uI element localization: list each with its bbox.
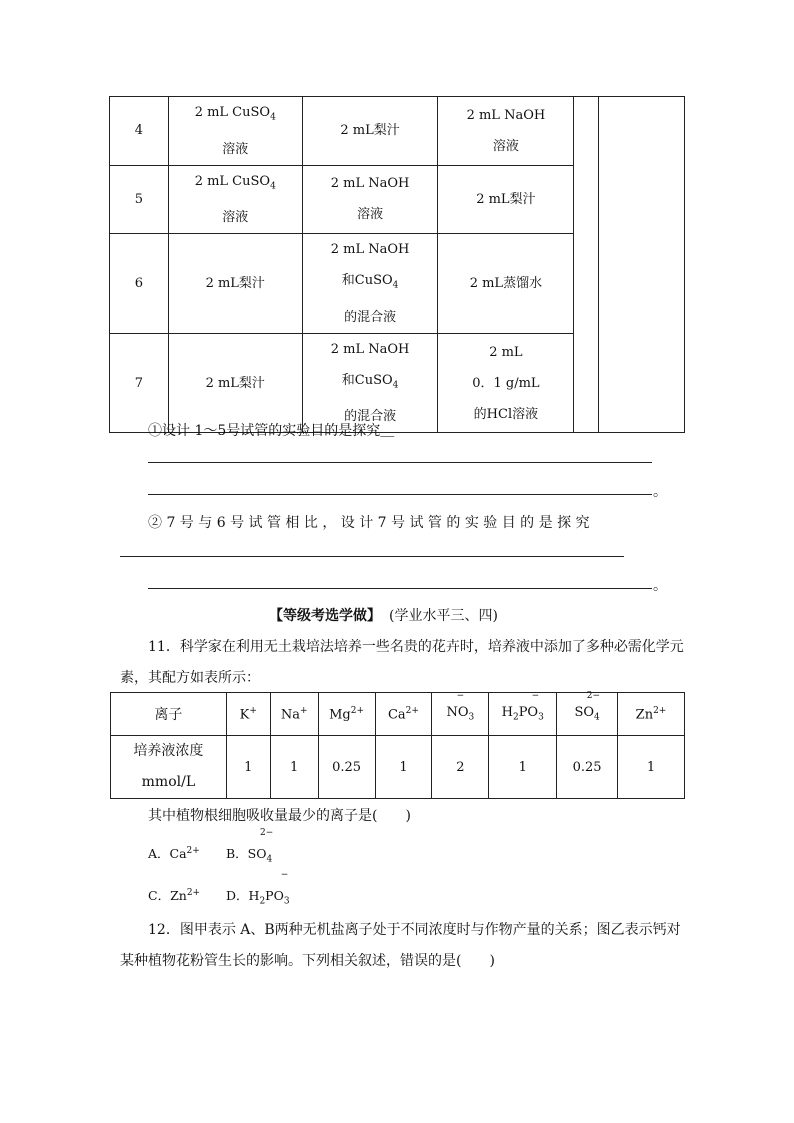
experiment-table [109,96,685,433]
section-subtitle: (学业水平三、四) [389,608,498,624]
reagent-cell: 2 mL CuSO$_4$ 溶液 [168,97,302,166]
reagent-cell: 2 mL NaOH 溶液 [438,97,574,166]
reagent-cell: 2 mL蒸馏水 [438,234,574,334]
blank-cell [574,97,599,433]
concentration-value: 1 [489,736,557,799]
reagent-cell: 2 mL NaOH 和CuSO$_4$ 的混合液 [302,333,438,433]
reagent-cell: 2 mL 0．1 g/mL 的HCl溶液 [438,333,574,433]
tube-number: 7 [110,333,169,433]
reagent-cell: 2 mL NaOH 和CuSO$_4$ 的混合液 [302,234,438,334]
row-label: 培养液浓度 mmol/L [111,736,227,799]
table-row [111,693,685,736]
ion-header: K+ [226,693,270,736]
option-d[interactable]: D．$H_2PO_3$ − [226,870,290,907]
concentration-value: 1 [226,736,270,799]
question-12-line-1: 12．图甲表示 A、B两种无机盐离子处于不同浓度时与作物产量的关系；图乙表示钙对 [148,922,681,938]
table-row [111,736,685,799]
question-12-line-2: 某种植物花粉管生长的影响。下列相关叙述，错误的是( ) [120,953,495,969]
answer-line [148,462,652,463]
reagent-cell: 2 mL梨汁 [302,97,438,166]
question-11-line-2: 素，其配方如表所示： [120,670,260,686]
tube-number: 4 [110,97,169,166]
ion-header: $Zn^{2+}$ [618,693,685,736]
reagent-cell: 2 mL NaOH 溶液 [302,165,438,234]
concentration-value: 1 [375,736,432,799]
nutrient-table [110,692,685,799]
ion-header: Na+ [270,693,318,736]
concentration-value: 2 [432,736,489,799]
ion-header: $SO_4$ 2− [557,693,618,736]
option-b[interactable]: B．$SO_4$ 2− [226,828,274,865]
question-1-text: ①设计 1～5号试管的实验目的是探究＿ [148,423,395,439]
section-title: 【等级考选学做】 [269,608,381,624]
question-2-text: ② 7 号 与 6 号 试 管 相 比 ， 设 计 7 号 试 管 的 实 验 目 的 是 探 究 [148,515,590,531]
question-11-line-1: 11．科学家在利用无土栽培法培养一些名贵的花卉时，培养液中添加了多种必需化学元 [148,639,684,655]
concentration-value: 1 [270,736,318,799]
concentration-value: 0.25 [557,736,618,799]
reagent-cell: 2 mL梨汁 [168,234,302,334]
ion-header: $Mg^{2+}$ [318,693,375,736]
ion-header: $NO_3$ − [432,693,489,736]
concentration-value: 1 [618,736,685,799]
reagent-cell: 2 mL梨汁 [438,165,574,234]
answer-line [120,556,624,557]
option-c[interactable]: C．$Zn^{2+}$ [148,887,201,903]
period-mark: 。 [653,578,667,594]
reagent-cell: 2 mL梨汁 [168,333,302,433]
tube-number: 6 [110,234,169,334]
option-a[interactable]: A．$Ca^{2+}$ [148,845,200,861]
ion-header: $Ca^{2+}$ [375,693,432,736]
tube-number: 5 [110,165,169,234]
question-11-prompt: 其中植物根细胞吸收量最少的离子是( ) [148,808,411,824]
answer-line [148,494,652,495]
answer-line [148,588,652,589]
period-mark: 。 [653,484,667,500]
concentration-value: 0.25 [318,736,375,799]
reagent-cell: 2 mL CuSO$_4$ 溶液 [168,165,302,234]
blank-cell [599,97,685,433]
ion-header: $H_2PO_3$ − [489,693,557,736]
header-label: 离子 [111,693,227,736]
table-row [110,97,685,166]
